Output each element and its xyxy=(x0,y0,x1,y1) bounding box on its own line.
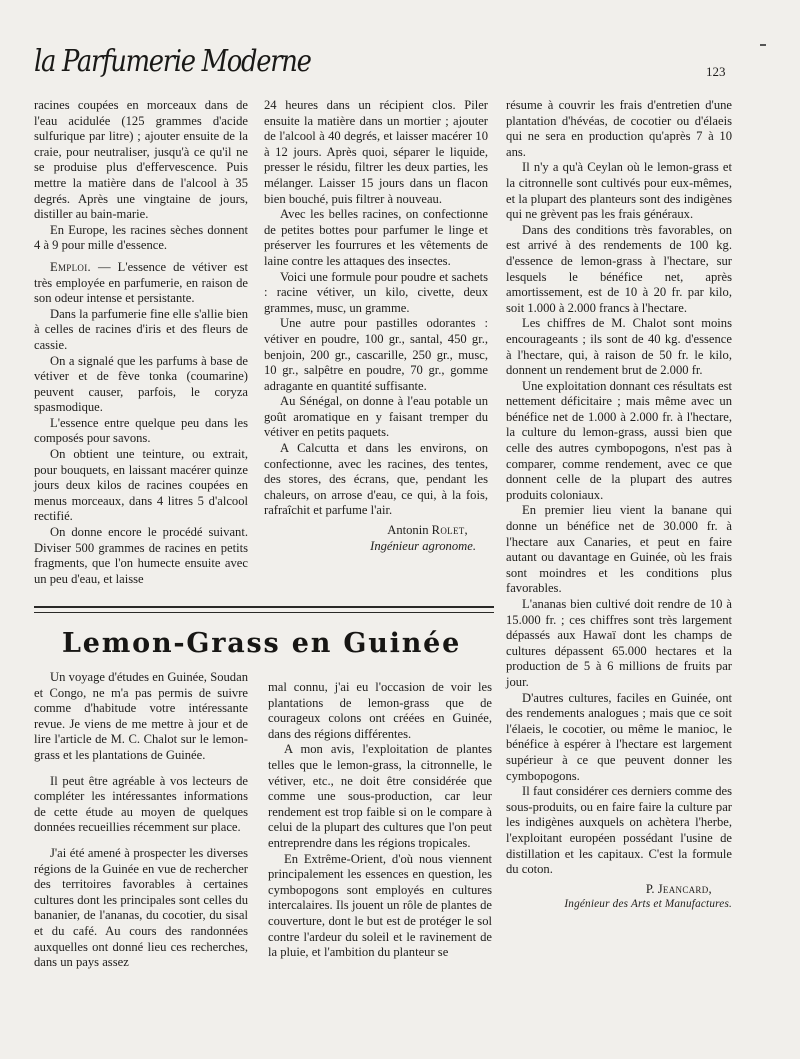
paragraph: On donne encore le procédé suivant. Diviser 500 grammes de racines en petits fragments, que l'on humecte ensuite avec un peu d'eau, et laisse xyxy=(34,525,248,586)
paragraph: Une autre pour pastilles odorantes : vétiver en poudre, 100 gr., santal, 450 gr., benjoin, 200 gr., cascarille, 250 gr., musc, 10 gr., salpêtre en poudre, 70 gr., gomme adragante en quantité suffisante. xyxy=(264,316,488,393)
paragraph: On a signalé que les parfums à base de vétiver et de fève tonka (coumarine) peuvent causer, parfois, le coryza spasmodique. xyxy=(34,353,248,415)
paragraph: En Europe, les racines sèches donnent 4 à 9 pour mille d'essence. xyxy=(34,222,248,253)
emploi-text: — L'essence de vétiver est très employée en parfumerie, en raison de son odeur intense et persistante. xyxy=(34,259,248,306)
paragraph: Au Sénégal, on donne à l'eau potable un goût aromatique en y faisant tremper du vétiver en petits paquets. xyxy=(264,394,488,440)
emploi-label: Emploi. xyxy=(50,259,91,274)
paragraph: Voici une formule pour poudre et sachets : racine vétiver, un kilo, civette, deux grammes, musc, un gramme. xyxy=(264,269,488,315)
paragraph: A Calcutta et dans les environs, on confectionne, avec les racines, des tentes, des stores, des écrans, que, pendant les chaleurs, on arrose d'eau, ce qui, à la fois, rafraîchit et parfume l'air. xyxy=(264,441,488,518)
signature-title: Ingénieur agronome. xyxy=(370,538,476,553)
paragraph: L'essence entre quelque peu dans les composés pour savons. xyxy=(34,415,248,446)
edge-mark xyxy=(760,44,766,46)
signature-title: Ingénieur des Arts et Manufactures. xyxy=(564,898,732,911)
paragraph: Il n'y a qu'à Ceylan où le lemon-grass et la citronnelle sont cultivés pour eux-mêmes, et la plupart des planteurs sont des indigènes qui ne grèvent pas les frais généraux. xyxy=(506,160,732,222)
paragraph: A mon avis, l'exploitation de plantes telles que le lemon-grass, la citronnelle, le vétiver, etc., ne doit être considérée que comme une sous-production, car leur rendement est trop faible si on le compare à celui de la plupart des cultures que l'on peut entreprendre dans les régions tropicales. xyxy=(268,742,492,850)
article2-column-3 xyxy=(506,98,732,913)
paragraph: Avec les belles racines, on confectionne de petites bottes pour parfumer le linge et préserver les fourrures et les vêtements de laine contre les attaques des insectes. xyxy=(264,207,488,268)
paragraph: racines coupées en morceaux dans de l'eau acidulée (125 grammes d'acide sulfurique par litre) ; ajouter ensuite de la craie, pour neutraliser, jusqu'à ce qu'il ne se produise plus d'effervescence. Puis mettre la matière dans de l'alcool à 35 degrés. Après une vingtaine de jours, distiller au bain-marie. xyxy=(34,98,248,222)
paragraph: Les chiffres de M. Chalot sont moins encourageants ; ils sont de 40 kg. d'essence à l'hectare, qui, à raison de 50 fr. le kilo, donnent un rendement brut de 2.000 fr. xyxy=(506,316,732,378)
paragraph: Il faut considérer ces derniers comme des sous-produits, ou en faire faire la culture par les indigènes auxquels on achètera l'herbe, l'exploitant européen possédant l'usine de distillation et les capitaux. C'est la formule du coton. xyxy=(506,784,732,877)
paragraph-emploi xyxy=(34,260,248,307)
paragraph: En Extrême-Orient, d'où nous viennent principalement les essences en question, les cymbopogons sont employés en cultures intercalaires. Ils jouent un rôle de plantes de couverture, dont le but est de protéger le sol contre l'ardeur du soleil et le ravinement de la pluie, et l'ambition du planteur se xyxy=(268,851,492,960)
section-rule-top xyxy=(34,606,494,608)
paragraph: Un voyage d'études en Guinée, Soudan et Congo, ne m'a pas permis de suivre comme d'habitude votre intéressante revue. Je viens de me mettre à jour et de lire l'article de M. C. Chalot sur le lemon-grass et les plantations de Guinée. xyxy=(34,670,248,762)
paragraph: mal connu, j'ai eu l'occasion de voir les plantations de lemon-grass que de courageux colons ont créées en Guinée, dans des régions différentes. xyxy=(268,680,492,741)
section-rule-bottom xyxy=(34,612,494,613)
page-number: 123 xyxy=(706,64,726,79)
article2-column-1 xyxy=(34,670,248,971)
paragraph: On obtient une teinture, ou extrait, pour bouquets, en laissant macérer quinze jours deux kilos de racines coupées en menus morceaux, dans 4 litres 5 d'alcool rectifié. xyxy=(34,447,248,524)
paragraph: D'autres cultures, faciles en Guinée, ont des rendements analogues ; mais que ce soit l'élaeis, le cocotier, ou même le manioc, le bénéfice à espérer à l'hectare est largement supérieur à ce que peuvent donner les cymbopogons. xyxy=(506,690,732,783)
paragraph: J'ai été amené à prospecter les diverses régions de la Guinée en vue de rechercher des territoires favorables à certaines cultures dont les principales sont celles du bananier, de l'ananas, du cocotier, du sisal et du café. Au cours des randonnées auxquelles ont donné lieu ces recherches, dans un pays assez xyxy=(34,845,248,970)
article2-column-2 xyxy=(268,680,492,961)
article1-column-2 xyxy=(264,98,488,554)
paragraph: Une exploitation donnant ces résultats est nettement déficitaire ; mais même avec un bénéfice net de 1.000 à 2.000 fr. à l'hectare, la culture du lemon-grass, aussi bien que celle des autres cymbopogons, n'est pas à comparer, comme rendement, avec ce que donnent celle de la plupart des autres produits coloniaux. xyxy=(506,378,732,502)
paragraph: Dans la parfumerie fine elle s'allie bien à celles de racines d'iris et des fleurs de cassie. xyxy=(34,306,248,352)
paragraph: 24 heures dans un récipient clos. Piler ensuite la matière dans un mortier ; ajouter de l'alcool à 40 degrés, et laisser macérer 10 à 12 jours. Après quoi, séparer le liquide, presser le résidu, filtrer les deux parties, les mélanger. Laisser 15 jours dans un flacon bien bouché, puis filtrer à nouveau. xyxy=(264,98,488,206)
paragraph: En premier lieu vient la banane qui donne un bénéfice net de 30.000 fr. à l'hectare aux Canaries, et peut en faire autant ou davantage en Guinée, où les frais sont moindres et les conditions plus favorables. xyxy=(506,503,732,596)
journal-masthead: la Parfumerie Moderne xyxy=(34,44,311,79)
article-title: Lemon-Grass en Guinée xyxy=(62,628,462,659)
article1-column-1 xyxy=(34,98,248,587)
signature-name: Antonin Rolet, xyxy=(387,523,468,538)
paragraph: Dans des conditions très favorables, on est arrivé à des rendements de 100 kg. d'essence de lemon-grass à l'hectare, sur lesquels le bénéfice net, après amortissement, est de 10 à 20 fr. par kilo, soit 1.000 à 2.000 francs à l'hectare. xyxy=(506,222,732,315)
signature-name: P. Jeancard, xyxy=(645,881,712,896)
paragraph: résume à couvrir les frais d'entretien d'une plantation d'hévéas, de cocotier ou d'élaeis qui ne sera en production qu'après 7 à 10 ans. xyxy=(506,98,732,159)
paragraph: L'ananas bien cultivé doit rendre de 10 à 15.000 fr. ; ces chiffres sont très largement dépassés aux Hawaï dont les champs de cultures dépassent 65.000 hectares et la production de 5 à 6 millions de fruits par jour. xyxy=(506,597,732,689)
paragraph: Il peut être agréable à vos lecteurs de compléter les intéressantes informations de cette étude au moyen de quelques données recueillies récemment sur place. xyxy=(34,773,248,835)
